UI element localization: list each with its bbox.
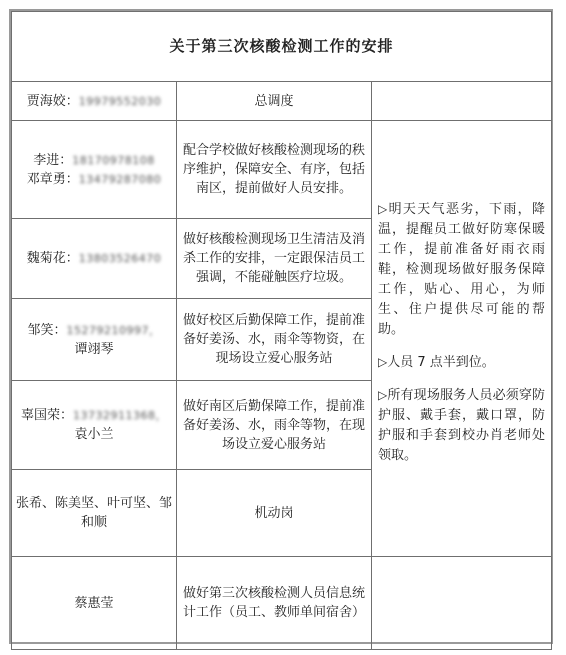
document-frame bbox=[9, 9, 553, 644]
notes-cell bbox=[372, 121, 552, 557]
person-name: 谭翊琴 bbox=[74, 341, 114, 357]
name-cell bbox=[12, 470, 177, 557]
person-name: 魏菊花： bbox=[26, 251, 79, 266]
duty-cell: 机动岗 bbox=[177, 470, 372, 557]
person-name: 李进： bbox=[33, 152, 73, 168]
person-name: 邹笑： bbox=[27, 322, 67, 338]
triangle-icon: ▷ bbox=[378, 355, 388, 369]
table-row bbox=[12, 82, 552, 121]
person-name: 贾海姣： bbox=[26, 93, 79, 109]
name-cell bbox=[12, 219, 177, 299]
name-cell bbox=[12, 121, 177, 219]
note-item: ▷明天天气恶劣，下雨，降温，提醒员工做好防寒保暖工作，提前准备好雨衣雨鞋，检测现场做好服务保障工作，贴心、用心，为师生、住户提供尽可能的帮助。 bbox=[378, 202, 546, 337]
note-item: ▷人员 7 点半到位。 bbox=[378, 355, 495, 370]
duty-cell: 做好校区后勤保障工作，提前准备好姜汤、水，雨伞等物资，在现场设立爱心服务站 bbox=[177, 299, 372, 381]
person-name: 袁小兰 bbox=[74, 427, 114, 442]
person-name: 蔡惠莹 bbox=[74, 595, 114, 611]
note-item: ▷所有现场服务人员必须穿防护服、戴手套，戴口罩，防护服和手套到校办肖老师处领取。 bbox=[378, 388, 546, 463]
duty-cell: 做好核酸检测现场卫生清洁及消杀工作的安排，一定跟保洁员工强调，不能碰触医疗垃圾。 bbox=[177, 219, 372, 299]
triangle-icon: ▷ bbox=[378, 202, 389, 216]
name-cell bbox=[12, 82, 177, 121]
person-name: 张希、陈美坚、叶可坚、邹和顺 bbox=[16, 496, 173, 530]
phone-number: 15279210997， bbox=[66, 323, 161, 337]
empty-cell bbox=[372, 557, 552, 650]
person-name: 邓章勇： bbox=[26, 171, 79, 187]
phone-number: 19979552030 bbox=[78, 94, 162, 108]
duty-cell: 总调度 bbox=[177, 82, 372, 121]
name-cell bbox=[12, 557, 177, 650]
phone-number: 13803526470 bbox=[78, 252, 162, 265]
phone-number: 13479287080 bbox=[78, 172, 162, 186]
duty-cell: 做好南区后勤保障工作，提前准备好姜汤、水，雨伞等物，在现场设立爱心服务站 bbox=[177, 381, 372, 470]
table-row bbox=[12, 121, 552, 219]
table-row bbox=[12, 557, 552, 650]
empty-cell bbox=[372, 82, 552, 121]
page-title: 关于第三次核酸检测工作的安排 bbox=[12, 12, 552, 82]
schedule-table bbox=[11, 11, 552, 650]
duty-cell: 配合学校做好核酸检测现场的秩序维护，保障安全、有序，包括南区，提前做好人员安排。 bbox=[177, 121, 372, 219]
name-cell bbox=[12, 299, 177, 381]
person-name: 辜国荣： bbox=[21, 408, 74, 423]
name-cell bbox=[12, 381, 177, 470]
duty-cell: 做好第三次核酸检测人员信息统计工作（员工、教师单间宿舍） bbox=[177, 557, 372, 650]
phone-number: 13732911368， bbox=[73, 409, 167, 422]
phone-number: 18170978108 bbox=[72, 153, 155, 167]
triangle-icon: ▷ bbox=[378, 388, 388, 402]
